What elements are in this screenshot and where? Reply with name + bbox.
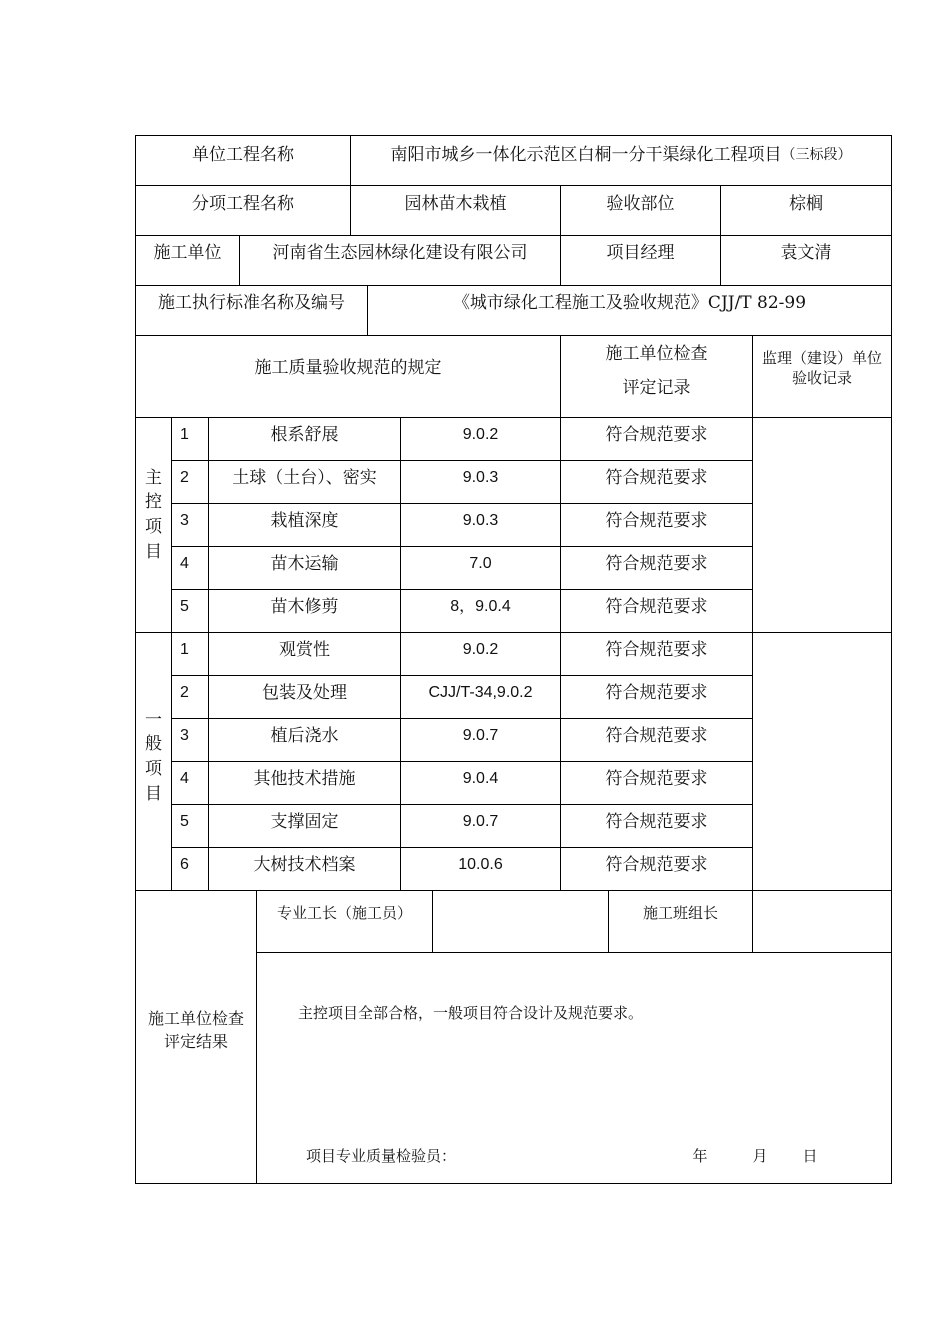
row-result: 符合规范要求 bbox=[605, 597, 708, 617]
result-label bbox=[136, 1005, 256, 1055]
check-record-label bbox=[561, 336, 752, 406]
project-name-text: 南阳市城乡一体化示范区白桐一分干渠绿化工程项目 bbox=[390, 144, 782, 165]
row-number: 1 bbox=[180, 426, 189, 443]
row-result: 符合规范要求 bbox=[605, 511, 708, 531]
rule bbox=[135, 890, 892, 891]
team-leader-label: 施工班组长 bbox=[642, 903, 718, 922]
row-clause: 7.0 bbox=[469, 555, 492, 572]
spec-label: 施工质量验收规范的规定 bbox=[254, 357, 442, 378]
inspect-part-value: 棕榈 bbox=[789, 193, 823, 214]
result-label-line2: 评定结果 bbox=[163, 1032, 228, 1051]
group-label-char: 一 bbox=[145, 709, 162, 730]
group-label-char: 项 bbox=[145, 759, 162, 779]
group-label-char: 项 bbox=[145, 517, 162, 537]
row-clause: 9.0.2 bbox=[462, 426, 499, 443]
date-day: 日 bbox=[802, 1146, 818, 1165]
row-result: 符合规范要求 bbox=[605, 855, 708, 875]
rule bbox=[752, 335, 753, 890]
group-label-char: 般 bbox=[145, 734, 162, 755]
inspector-label: 项目专业质量检验员： bbox=[306, 1146, 457, 1165]
row-result: 符合规范要求 bbox=[605, 683, 708, 703]
row-item: 观赏性 bbox=[279, 640, 330, 660]
check-label-line1: 施工单位检查 bbox=[605, 344, 708, 364]
row-clause: 8，9.0.4 bbox=[450, 598, 511, 615]
group-label-char: 目 bbox=[145, 541, 162, 562]
conclusion-text: 主控项目全部合格，一般项目符合设计及规范要求。 bbox=[298, 1003, 644, 1022]
row-clause: 9.0.3 bbox=[462, 512, 499, 529]
main-group-label bbox=[136, 460, 171, 570]
row-item: 根系舒展 bbox=[270, 425, 339, 445]
inspect-part-label: 验收部位 bbox=[606, 193, 675, 214]
subitem-value: 园林苗木栽植 bbox=[404, 193, 507, 214]
group-label-char: 主 bbox=[145, 467, 162, 488]
project-name-label: 单位工程名称 bbox=[192, 144, 294, 165]
row-clause: 9.0.2 bbox=[462, 641, 499, 658]
row-item: 苗木修剪 bbox=[270, 597, 339, 617]
project-name-suffix: （三标段） bbox=[781, 146, 852, 163]
row-item: 苗木运输 bbox=[270, 554, 339, 574]
check-label-line2: 评定记录 bbox=[622, 378, 691, 398]
row-result: 符合规范要求 bbox=[605, 554, 708, 574]
date-month: 月 bbox=[752, 1146, 768, 1165]
manager-value: 袁文清 bbox=[780, 242, 832, 263]
row-item: 栽植深度 bbox=[270, 511, 339, 531]
rule bbox=[256, 952, 892, 953]
general-group-label bbox=[136, 702, 171, 812]
row-result: 符合规范要求 bbox=[605, 769, 708, 789]
row-number: 4 bbox=[180, 555, 189, 572]
row-number: 5 bbox=[180, 598, 189, 615]
row-result: 符合规范要求 bbox=[605, 640, 708, 660]
row-clause: 9.0.7 bbox=[462, 813, 499, 830]
row-number: 4 bbox=[180, 770, 189, 787]
row-number: 3 bbox=[180, 512, 189, 529]
rule bbox=[891, 135, 892, 1184]
row-result: 符合规范要求 bbox=[605, 425, 708, 445]
group-label-char: 目 bbox=[145, 783, 162, 804]
result-label-line1: 施工单位检查 bbox=[147, 1008, 244, 1028]
row-clause: 9.0.3 bbox=[462, 469, 499, 486]
row-number: 2 bbox=[180, 469, 189, 486]
rule bbox=[256, 890, 257, 1183]
row-item: 包装及处理 bbox=[262, 683, 347, 703]
row-item: 植后浇水 bbox=[270, 726, 339, 746]
unit-value: 河南省生态园林绿化建设有限公司 bbox=[272, 242, 528, 263]
rule bbox=[135, 335, 892, 336]
rule bbox=[752, 890, 753, 952]
row-item: 支撑固定 bbox=[270, 812, 339, 832]
row-number: 3 bbox=[180, 727, 189, 744]
row-clause: 9.0.4 bbox=[462, 770, 499, 787]
row-number: 6 bbox=[180, 856, 189, 873]
rule bbox=[135, 1183, 892, 1184]
unit-label: 施工单位 bbox=[153, 242, 222, 263]
manager-label: 项目经理 bbox=[606, 242, 675, 263]
row-clause: 9.0.7 bbox=[462, 727, 499, 744]
row-item: 其他技术措施 bbox=[253, 769, 356, 789]
row-number: 2 bbox=[180, 684, 189, 701]
foreman-label: 专业工长（施工员） bbox=[276, 903, 412, 922]
row-clause: 10.0.6 bbox=[458, 856, 503, 873]
standard-value: 《城市绿化工程施工及验收规范》CJJ/T 82-99 bbox=[452, 292, 807, 313]
subitem-label: 分项工程名称 bbox=[192, 193, 294, 214]
project-name-value bbox=[351, 136, 891, 174]
row-clause: CJJ/T-34,9.0.2 bbox=[428, 684, 533, 701]
row-item: 大树技术档案 bbox=[253, 855, 356, 875]
standard-label: 施工执行标准名称及编号 bbox=[158, 292, 345, 313]
group-label-char: 控 bbox=[145, 492, 162, 513]
row-result: 符合规范要求 bbox=[605, 812, 708, 832]
row-result: 符合规范要求 bbox=[605, 468, 708, 488]
row-number: 5 bbox=[180, 813, 189, 830]
supervisor-label: 监理（建设）单位验收记录 bbox=[761, 348, 882, 387]
row-item: 土球（土台）、密实 bbox=[232, 468, 377, 488]
row-number: 1 bbox=[180, 641, 189, 658]
row-result: 符合规范要求 bbox=[605, 726, 708, 746]
rule bbox=[432, 890, 433, 952]
date-year: 年 bbox=[692, 1146, 708, 1165]
